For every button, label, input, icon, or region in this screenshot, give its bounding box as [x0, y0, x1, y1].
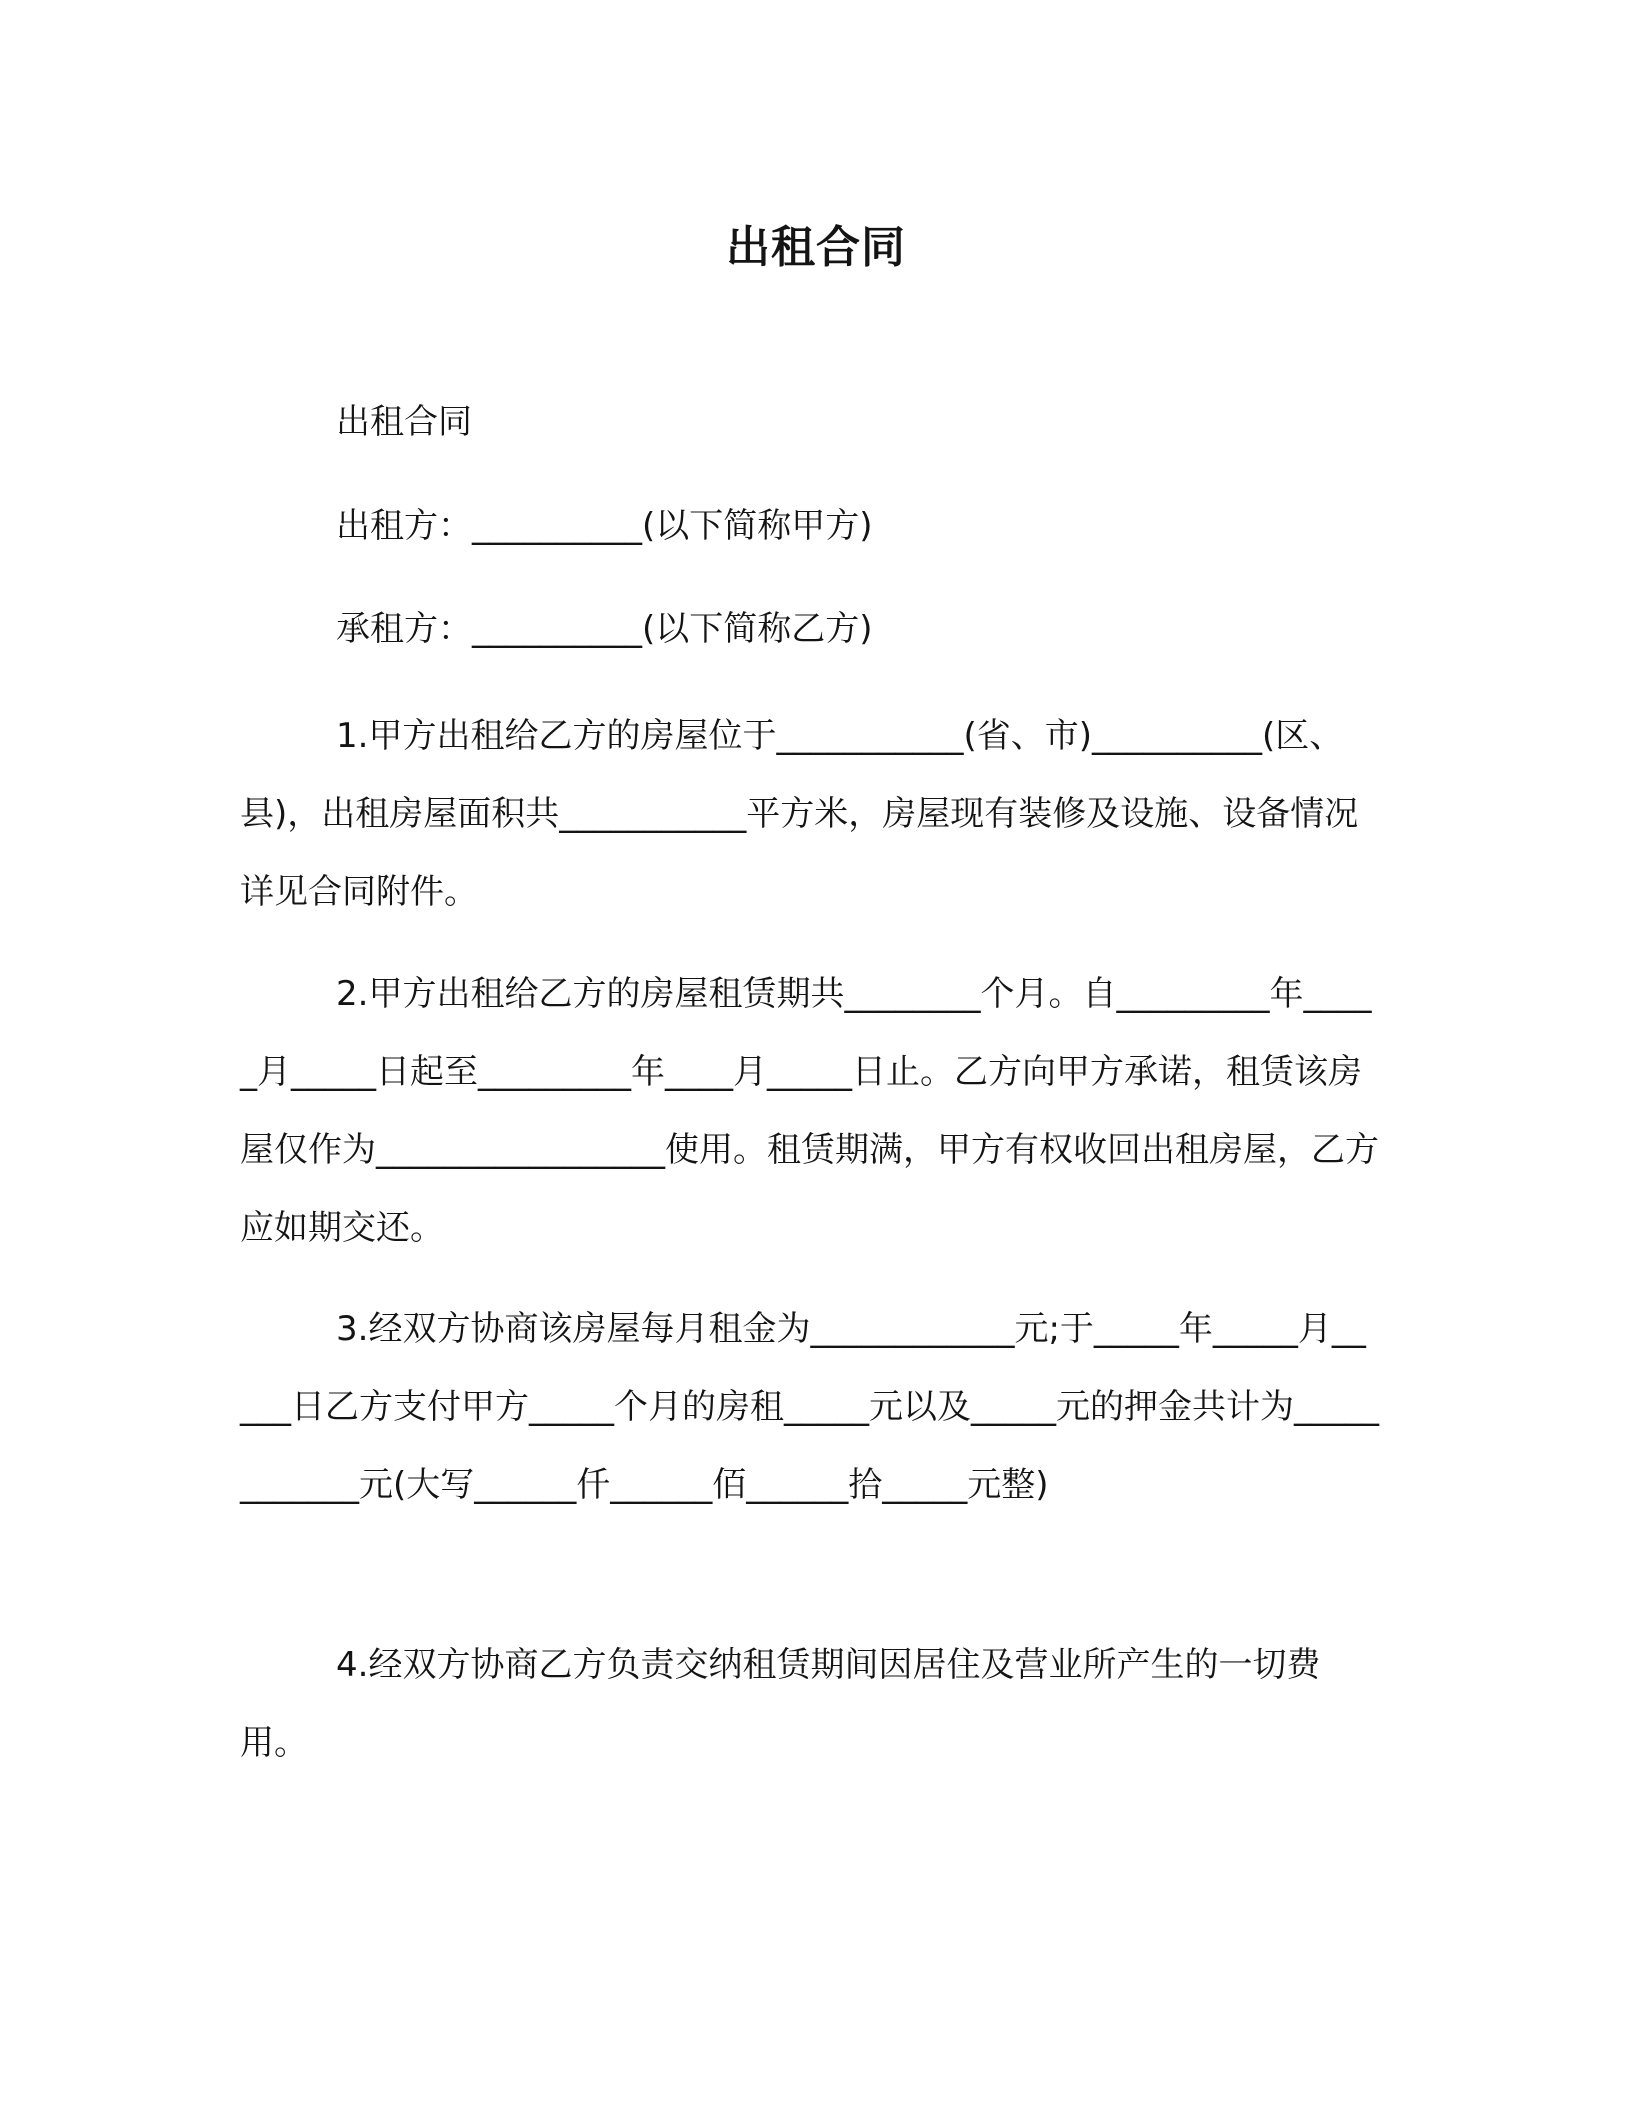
lessee-line: 承租方：__________(以下简称乙方)	[336, 609, 873, 649]
lessor-line: 出租方：__________(以下简称甲方)	[336, 506, 873, 546]
clause-2: 2.甲方出租给乙方的房屋租赁期共________个月。自_________年_____月_____日起至_________年____月_____日止。乙方向甲方承诺，租赁该房屋仅作为_________________使用。租赁期满，甲方有权收回出租房屋，乙方应如期交还。	[240, 974, 1379, 1248]
contract-heading: 出租合同	[336, 402, 472, 442]
clause-1: 1.甲方出租给乙方的房屋位于___________(省、市)__________(区、县)，出租房屋面积共___________平方米，房屋现有装修及设施、设备情况详见合同附件。	[240, 716, 1359, 912]
clause-4: 4.经双方协商乙方负责交纳租赁期间因居住及营业所产生的一切费用。	[240, 1645, 1321, 1763]
clause-3: 3.经双方协商该房屋每月租金为____________元;于_____年_____月_____日乙方支付甲方_____个月的房租_____元以及_____元的押金共计为____________元(大写______仟______佰______拾_____元整)	[240, 1309, 1379, 1505]
document-title: 出租合同	[726, 222, 906, 273]
